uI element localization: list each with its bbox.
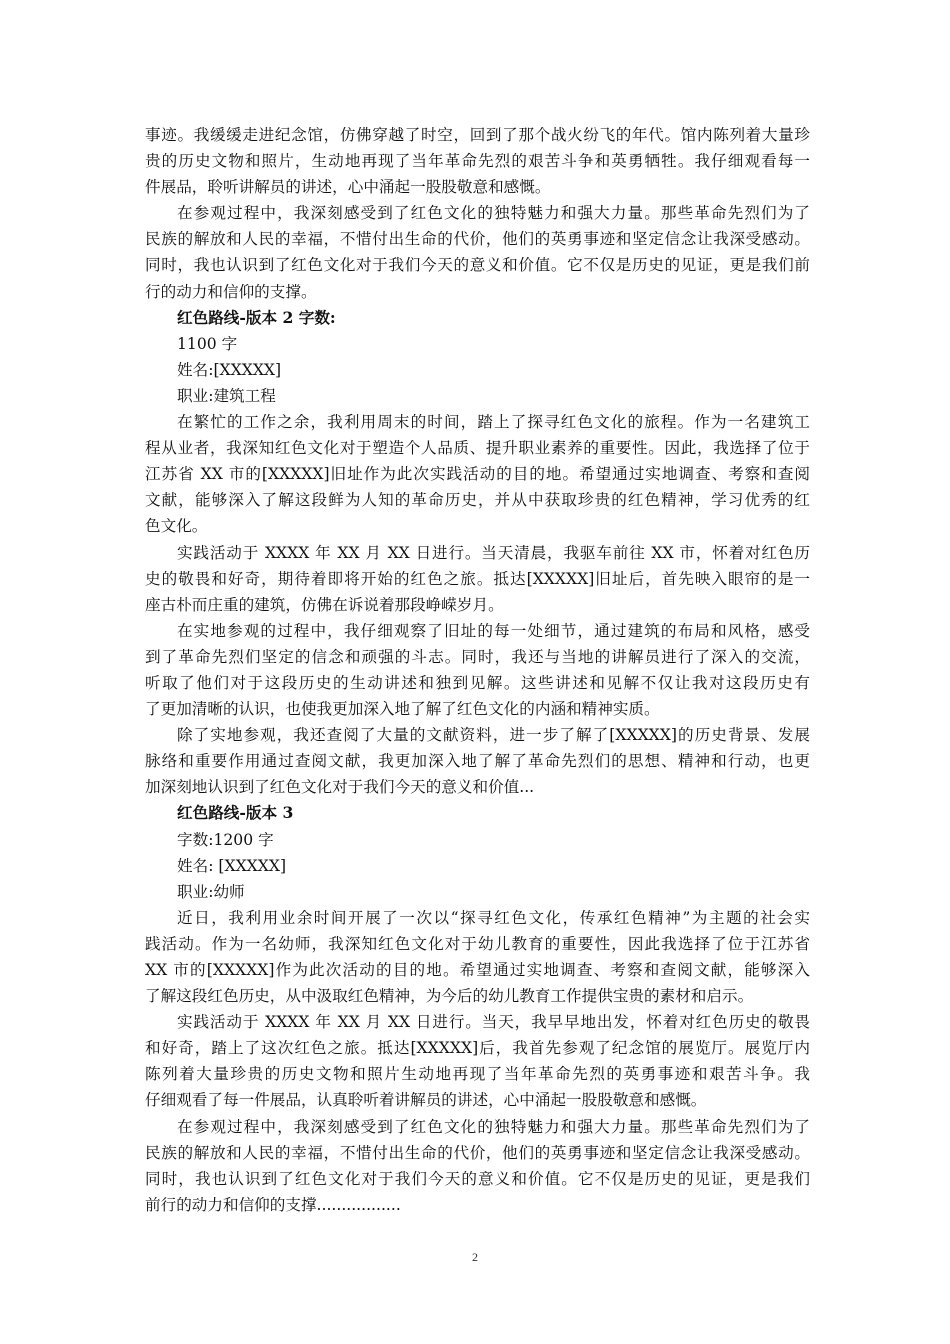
text-line: XX 市的[XXXXX]作为此次活动的目的地。希望通过实地调查、考察和查阅文献，能够深入	[145, 961, 810, 979]
text-line: 和好奇，踏上了这次红色之旅。抵达[XXXXX]后，我首先参观了纪念馆的展览厅。展览厅内	[145, 1039, 810, 1058]
section-heading: 红色路线-版本 2 字数:	[177, 307, 336, 327]
section-heading: 红色路线-版本 3	[177, 803, 294, 823]
text-line: 色文化。	[145, 517, 208, 536]
text-line: 事迹。我缓缓走进纪念馆，仿佛穿越了时空，回到了那个战火纷飞的年代。馆内陈列着大量珍	[145, 126, 810, 144]
text-line: 加深刻地认识到了红色文化对于我们今天的意义和价值...	[145, 778, 535, 797]
text-line: 在参观过程中，我深刻感受到了红色文化的独特魅力和强大力量。那些革命先烈们为了	[177, 204, 810, 223]
text-line: 江苏省 XX 市的[XXXXX]旧址作为此次实践活动的目的地。希望通过实地调查、考察和查阅	[145, 465, 810, 484]
text-line: 在实地参观的过程中，我仔细观察了旧址的每一处细节，通过建筑的布局和风格，感受	[177, 621, 810, 640]
text-line: 1100 字	[177, 334, 238, 353]
text-line: 贵的历史文物和照片，生动地再现了当年革命先烈的艰苦斗争和英勇牺牲。我仔细观看每一	[145, 152, 810, 171]
text-line: 史的敬畏和好奇，期待着即将开始的红色之旅。抵达[XXXXX]旧址后，首先映入眼帘的是一	[145, 569, 810, 588]
text-line: 民族的解放和人民的幸福，不惜付出生命的代价，他们的英勇事迹和坚定信念让我深受感动。	[145, 230, 810, 249]
document-page-body	[145, 122, 810, 1218]
text-line: 陈列着大量珍贵的历史文物和照片生动地再现了当年革命先烈的英勇事迹和艰苦斗争。我	[145, 1065, 810, 1084]
text-line: 到了革命先烈们坚定的信念和顽强的斗志。同时，我还与当地的讲解员进行了深入的交流，	[145, 647, 810, 666]
text-line: 姓名: [XXXXX]	[177, 856, 287, 875]
page-number: 2	[472, 1250, 478, 1264]
text-line: 前行的动力和信仰的支撑.................	[145, 1195, 401, 1214]
text-line: 程从业者，我深知红色文化对于塑造个人品质、提升职业素养的重要性。因此，我选择了位于	[145, 439, 810, 458]
text-line: 职业:幼师	[177, 882, 245, 901]
text-line: 件展品，聆听讲解员的讲述，心中涌起一股股敬意和感慨。	[145, 178, 551, 197]
text-line: 了解这段红色历史，从中汲取红色精神，为今后的幼儿教育工作提供宝贵的素材和启示。	[145, 987, 754, 1006]
text-line: 实践活动于 XXXX 年 XX 月 XX 日进行。当天，我早早地出发，怀着对红色历史的敬畏	[177, 1013, 810, 1032]
text-line: 姓名:[XXXXX]	[177, 360, 282, 379]
text-line: 职业:建筑工程	[177, 386, 276, 405]
text-line: 近日，我利用业余时间开展了一次以“探寻红色文化，传承红色精神”为主题的社会实	[177, 908, 810, 927]
text-line: 民族的解放和人民的幸福，不惜付出生命的代价，他们的英勇事迹和坚定信念让我深受感动。	[145, 1143, 810, 1162]
text-line: 座古朴而庄重的建筑，仿佛在诉说着那段峥嵘岁月。	[145, 595, 504, 614]
text-line: 字数:1200 字	[177, 830, 274, 849]
text-line: 在参观过程中，我深刻感受到了红色文化的独特魅力和强大力量。那些革命先烈们为了	[177, 1117, 810, 1136]
text-line: 在繁忙的工作之余，我利用周末的时间，踏上了探寻红色文化的旅程。作为一名建筑工	[177, 413, 810, 432]
text-line: 行的动力和信仰的支撑。	[145, 282, 317, 301]
text-line: 脉络和重要作用通过查阅文献，我更加深入地了解了革命先烈们的思想、精神和行动，也更	[145, 752, 810, 771]
text-line: 仔细观看了每一件展品，认真聆听着讲解员的讲述，心中涌起一股股敬意和感慨。	[145, 1091, 707, 1110]
text-line: 文献，能够深入了解这段鲜为人知的革命历史，并从中获取珍贵的红色精神，学习优秀的红	[145, 491, 810, 510]
text-line: 除了实地参观，我还查阅了大量的文献资料，进一步了解了[XXXXX]的历史背景、发展	[177, 726, 810, 745]
text-line: 听取了他们对于这段历史的生动讲述和独到见解。这些讲述和见解不仅让我对这段历史有	[145, 673, 810, 692]
text-line: 同时，我也认识到了红色文化对于我们今天的意义和价值。它不仅是历史的见证，更是我们前	[145, 256, 810, 275]
text-line: 了更加清晰的认识，也使我更加深入地了解了红色文化的内涵和精神实质。	[145, 700, 660, 719]
text-line: 践活动。作为一名幼师，我深知红色文化对于幼儿教育的重要性，因此我选择了位于江苏省	[145, 934, 810, 953]
text-line: 实践活动于 XXXX 年 XX 月 XX 日进行。当天清晨，我驱车前往 XX 市，怀着对红色历	[177, 543, 810, 562]
text-line: 同时，我也认识到了红色文化对于我们今天的意义和价值。它不仅是历史的见证，更是我们	[145, 1169, 810, 1188]
